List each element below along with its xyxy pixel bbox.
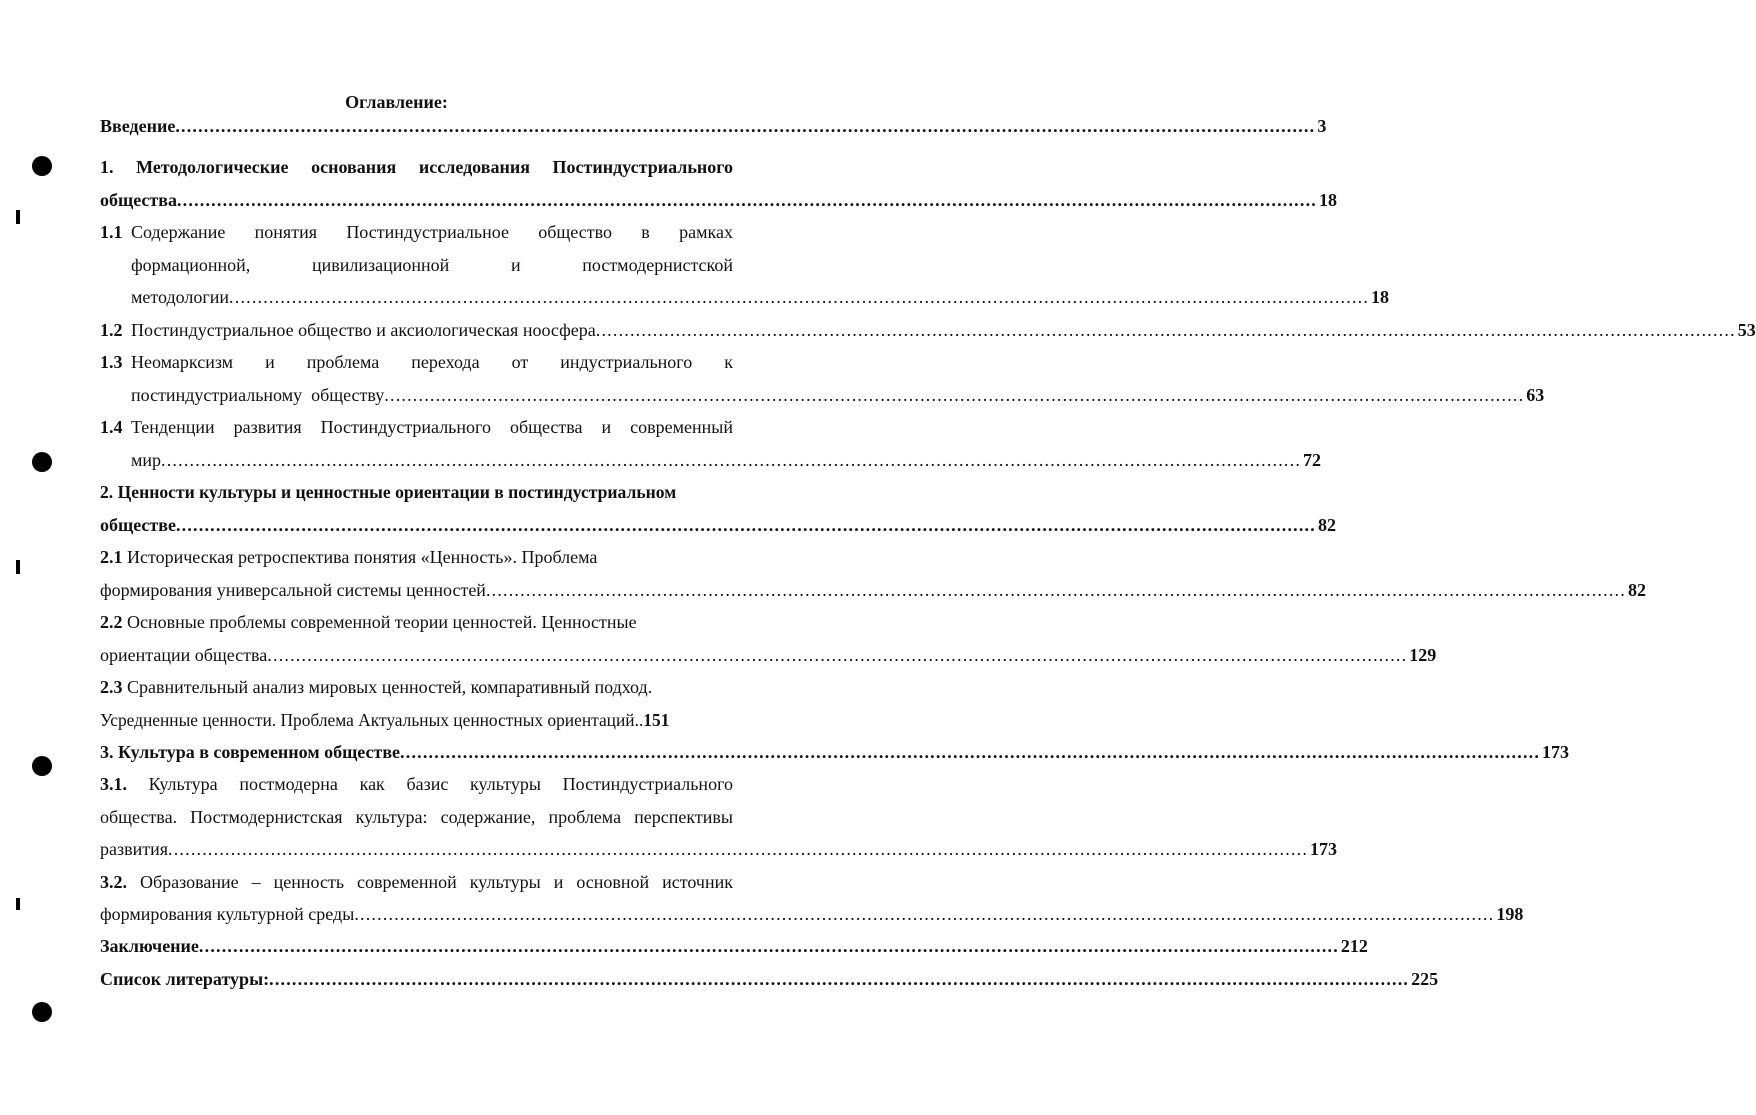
toc-entry-2-2[interactable] [100,610,733,634]
entry-page: 151 [643,710,670,730]
word: Постиндустриальное [346,222,509,242]
word: – [251,872,261,892]
toc-entry-3-1-cont[interactable] [100,805,733,829]
word: понятия [254,222,317,242]
word: культура: [355,807,428,827]
entry-page: 53 [1737,320,1756,340]
entry-label: обществе [100,515,176,535]
entry-label: постиндустриальному обществу [131,385,385,405]
entry-label: Основные проблемы современной теории ценностей. Ценностные [122,612,637,632]
word: перспективы [634,807,733,827]
toc-entry-3-2-cont[interactable] [100,902,1524,926]
word: исследования [418,157,530,177]
binder-hole-mark [32,452,52,472]
entry-label: общества [100,190,177,210]
entry-page: 198 [1496,904,1524,924]
toc-title: Оглавление: [345,92,448,112]
toc-entry-1-1-cont[interactable] [131,253,733,277]
word: Постиндустриального [320,417,491,437]
toc-entry-1-1[interactable] [131,220,733,244]
word: постмодернистской [582,255,733,275]
toc-entry-chapter-1-cont[interactable] [100,188,1337,212]
word: развития [233,417,302,437]
toc-entry-conclusion[interactable] [100,934,1368,958]
entry-label: мир [131,450,162,470]
dot-leader: ........................................................................................................................................................................................................ [267,645,1408,665]
word: культуры [469,872,541,892]
toc-entry-1-3[interactable] [131,350,733,374]
entry-label: Историческая ретроспектива понятия «Ценность». Проблема [122,547,598,567]
word: общество [538,222,612,242]
word: и [265,352,275,372]
dot-leader: ........................................................................................................................................................................................................ [485,580,1626,600]
dot-leader: ........................................................................................................................................................................................................ [168,839,1309,859]
section-number: 1.1 [100,222,123,242]
entry-page: 212 [1340,936,1368,956]
dot-leader: ........................................................................................................................................................................................................ [198,936,1339,956]
toc-entry-2-3-cont[interactable] [100,708,733,732]
entry-label: Заключение [100,936,199,956]
word: Культура [148,774,218,794]
toc-entry-chapter-3[interactable] [100,740,1570,764]
word: к [724,352,733,372]
word: базис [406,774,449,794]
word: Тенденции [131,417,215,437]
entry-label: Усредненные ценности. Проблема Актуальных ценностных ориентаций.. [100,710,644,730]
entry-page: 129 [1409,645,1437,665]
dot-leader: ........................................................................................................................................................................................................ [400,742,1541,762]
entry-label: методологии [131,287,230,307]
toc-entry-2-1[interactable] [100,545,733,569]
word: культуры [470,774,541,794]
dot-leader: ........................................................................................................................................................................................................ [595,320,1736,340]
word: ценность [273,872,345,892]
section-number: 3.1. [100,774,127,794]
section-number: 1.3 [100,352,123,372]
section-number: 3.2. [100,872,127,892]
word: проблема [548,807,622,827]
entry-page: 82 [1317,515,1336,535]
word: индустриального [560,352,693,372]
section-number: 2.2 [100,612,123,632]
word: основания [311,157,397,177]
dot-leader: ........................................................................................................................................................................................................ [269,969,1410,989]
word: основной [576,872,650,892]
dot-leader: ........................................................................................................................................................................................................ [175,515,1316,535]
word: цивилизационной [311,255,450,275]
word: и [601,417,612,437]
binder-hole-mark [32,156,52,176]
toc-entry-1-3-cont[interactable] [131,383,1545,407]
word: Неомарксизм [131,352,234,372]
word: Содержание [131,222,226,242]
entry-page: 173 [1310,839,1338,859]
word: рамках [679,222,733,242]
toc-entry-2-1-cont[interactable] [100,578,1646,602]
word: и [510,255,521,275]
word: общества [509,417,583,437]
entry-page: 3 [1317,116,1327,136]
entry-label: формирования культурной среды [100,904,355,924]
dot-leader: ........................................................................................................................................................................................................ [175,116,1316,136]
toc-entry-1-4[interactable] [131,415,733,439]
toc-entry-chapter-2[interactable]: 2. Ценности культуры и ценностные ориентации в постиндустриальном [100,482,677,502]
entry-page: 18 [1371,287,1390,307]
entry-label: Постиндустриальное общество и аксиологическая ноосфера [131,320,596,340]
entry-label: Введение [100,116,176,136]
dot-leader: ........................................................................................................................................................................................................ [384,385,1525,405]
word: 1. [100,157,114,177]
section-number: 1.2 [100,320,123,340]
toc-entry-3-2[interactable] [100,870,733,894]
toc-entry-chapter-1[interactable] [100,155,733,179]
entry-page: 63 [1526,385,1545,405]
word: Образование [139,872,239,892]
word: постмодерна [239,774,338,794]
entry-page: 18 [1318,190,1337,210]
entry-label: ориентации общества [100,645,268,665]
word: и [553,872,564,892]
word: содержание, [440,807,536,827]
toc-entry-2-3[interactable] [100,675,733,699]
scan-mark [16,560,20,574]
toc-entry-intro[interactable] [100,114,1327,138]
entry-label: Сравнительный анализ мировых ценностей, компаративный подход. [122,677,653,697]
word: перехода [411,352,480,372]
dot-leader: ........................................................................................................................................................................................................ [161,450,1302,470]
toc-entry-3-1-cont2[interactable] [100,837,1338,861]
word: Методологические [136,157,289,177]
word: Постиндустриального [552,157,733,177]
scan-mark [16,210,20,224]
scan-mark [16,898,20,910]
entry-page: 225 [1411,969,1439,989]
entry-page: 72 [1303,450,1322,470]
toc-entry-1-2[interactable] [131,318,1756,342]
toc-entry-3-1[interactable] [100,772,733,796]
binder-hole-mark [32,1002,52,1022]
word: проблема [306,352,380,372]
section-number: 2.1 [100,547,123,567]
entry-page: 173 [1542,742,1570,762]
toc-entry-chapter-2-cont[interactable] [100,513,1336,537]
entry-page: 82 [1627,580,1646,600]
word: Постмодернистская [190,807,343,827]
toc-entry-references[interactable] [100,967,1439,991]
entry-label: 3. Культура в современном обществе [100,742,401,762]
binder-hole-mark [32,756,52,776]
dot-leader: ........................................................................................................................................................................................................ [354,904,1495,924]
section-number: 1.4 [100,417,123,437]
dot-leader: ........................................................................................................................................................................................................ [229,287,1370,307]
entry-label: развития [100,839,169,859]
toc-entry-2-2-cont[interactable] [100,643,1437,667]
word: современной [357,872,457,892]
word: источник [662,872,733,892]
toc-entry-1-1-cont2[interactable] [131,285,1390,309]
toc-entry-1-4-cont[interactable] [131,448,1322,472]
entry-label: формирования универсальной системы ценностей [100,580,486,600]
word: общества. [100,807,178,827]
section-number: 2.3 [100,677,123,697]
word: от [511,352,529,372]
entry-label: Список литературы: [100,969,270,989]
word: Постиндустриального [562,774,733,794]
word: в [641,222,650,242]
word: формационной, [131,255,251,275]
dot-leader: ........................................................................................................................................................................................................ [176,190,1317,210]
word: как [359,774,385,794]
word: современный [630,417,733,437]
